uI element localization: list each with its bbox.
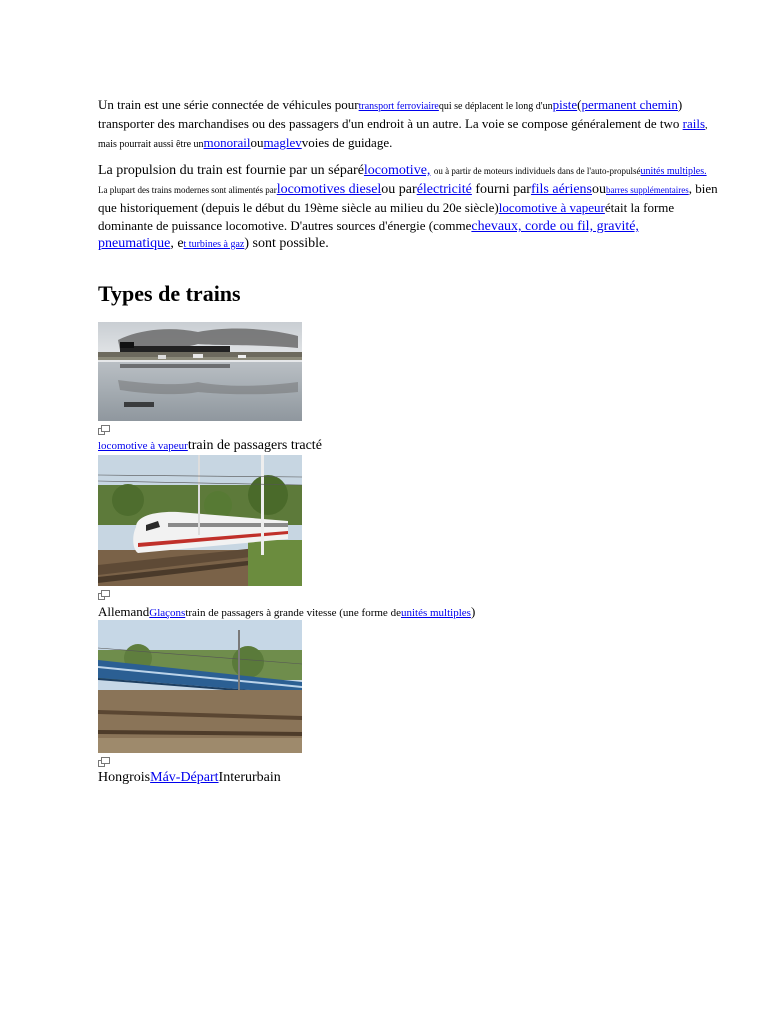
link-mav[interactable]: Máv-Départ xyxy=(150,770,219,785)
link-locomotive[interactable]: locomotive, xyxy=(363,163,431,178)
text: , e xyxy=(170,236,184,251)
text: fourni par xyxy=(475,182,531,197)
text: ou xyxy=(592,182,606,197)
paragraph-propulsion xyxy=(98,162,718,253)
text: ou xyxy=(250,135,264,150)
text: La propulsion du train est fournie par un séparé xyxy=(98,163,364,178)
text: ( xyxy=(577,97,582,112)
caption-mav-train xyxy=(98,769,281,786)
link-rails[interactable]: rails xyxy=(682,116,706,131)
mav-train-photo xyxy=(98,620,302,753)
image-resize-icon[interactable] xyxy=(98,422,110,432)
text: ou par xyxy=(381,182,417,197)
link-steam-locomotive-caption[interactable]: locomotive à vapeur xyxy=(98,440,188,452)
text: , bien que historiquement (depuis le début du 19ème siècle au milieu du 20e siècle) xyxy=(98,181,718,215)
text: , mais pourrait aussi être un xyxy=(98,120,708,150)
link-diesel[interactable]: locomotives diesel xyxy=(276,182,382,197)
paragraph-intro xyxy=(98,96,718,153)
caption-text: Allemand xyxy=(98,604,150,619)
text: La plupart des trains modernes sont alimentés par xyxy=(98,185,277,195)
section-heading: Types de trains xyxy=(98,281,241,306)
text: ou à partir de moteurs individuels dans de l'auto-propulsé xyxy=(433,166,641,176)
link-other-sources[interactable]: chevaux, corde ou fil, gravité, pneumatique xyxy=(98,219,639,251)
link-maglev[interactable]: maglev xyxy=(263,135,302,150)
text: voies de guidage. xyxy=(301,135,393,150)
link-multiple-units[interactable]: unités multiples. xyxy=(640,166,707,177)
link-monorail[interactable]: monorail xyxy=(203,135,251,150)
steam-train-photo xyxy=(98,322,302,421)
link-gas-turbines[interactable]: t turbines à gaz xyxy=(183,239,245,250)
text: ) transporter des marchandises ou des passagers d'un endroit à un autre. La voie se compose généralement de two xyxy=(98,97,683,131)
caption-text: ) xyxy=(470,604,476,619)
text: était la forme dominante de puissance locomotive. D'autres sources d'énergie (comme xyxy=(98,200,675,233)
link-permanent-way[interactable]: permanent chemin xyxy=(581,97,678,112)
caption-text: Hongrois xyxy=(98,770,151,785)
text: qui se déplacent le long d'un xyxy=(438,101,553,112)
caption-steam-train xyxy=(98,437,322,455)
image-resize-icon[interactable] xyxy=(98,587,110,597)
link-electricity[interactable]: électricité xyxy=(416,182,472,197)
caption-text: train de passagers à grande vitesse (une forme de xyxy=(185,607,401,619)
link-overhead-wires[interactable]: fils aériens xyxy=(530,182,592,197)
ice-train-photo xyxy=(98,455,302,586)
link-multiple-units-caption[interactable]: unités multiples xyxy=(400,607,471,619)
link-rail-transport[interactable]: transport ferroviaire xyxy=(358,101,439,112)
link-track[interactable]: piste xyxy=(552,97,578,112)
link-extra-rails[interactable]: barres supplémentaires xyxy=(606,185,689,195)
image-resize-icon[interactable] xyxy=(98,754,110,764)
caption-text: train de passagers tracté xyxy=(187,438,322,453)
link-steam-locomotive[interactable]: locomotive à vapeur xyxy=(498,200,605,215)
caption-text: Interurbain xyxy=(218,770,281,785)
text: Un train est une série connectée de véhicules pour xyxy=(98,97,359,112)
link-ice[interactable]: Glaçons xyxy=(149,607,186,619)
text: ) sont possible. xyxy=(244,236,329,251)
